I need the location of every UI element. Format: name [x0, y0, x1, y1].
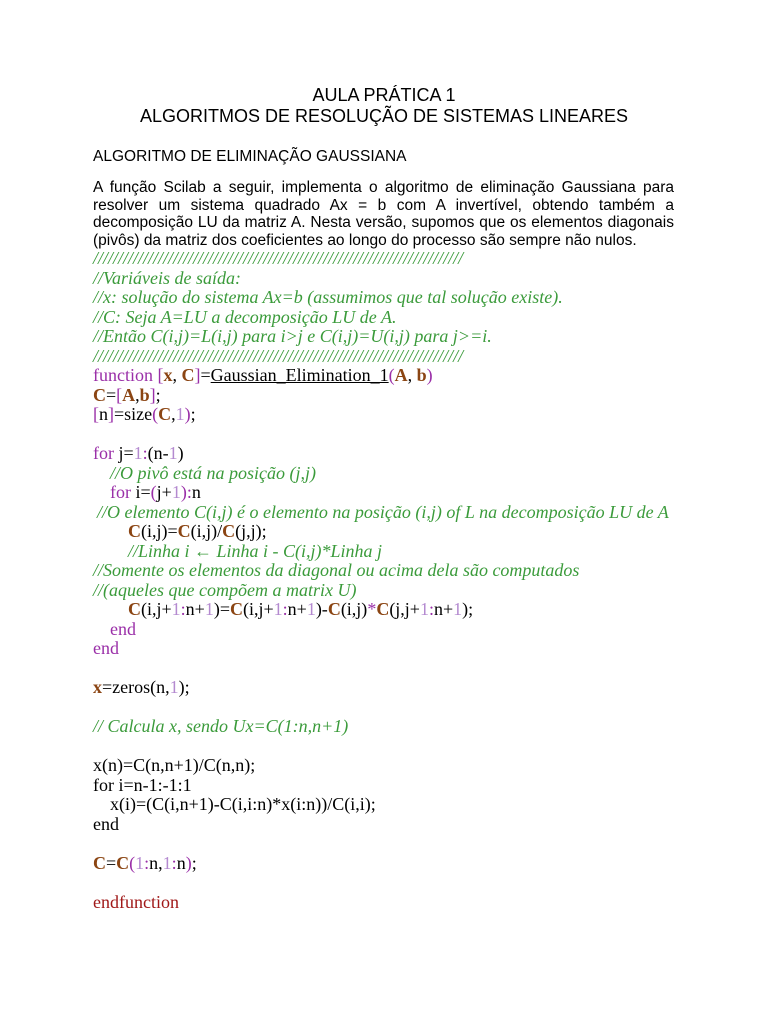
code-variable: b	[416, 365, 427, 385]
code-line	[93, 366, 733, 386]
code-text: (i,j+	[242, 599, 274, 619]
paragraph-line: resolver um sistema quadrado Ax = b com A invertível, obtendo também a	[93, 196, 674, 214]
code-text: (i,j)	[340, 599, 368, 619]
code-operator: :	[428, 599, 434, 619]
code-line	[93, 815, 733, 835]
code-text: );	[462, 599, 474, 619]
code-text: j=	[118, 443, 134, 463]
code-comment: //////////////////////////////////////////////////////////////////////////	[93, 345, 464, 366]
code-operator: :	[171, 852, 177, 873]
code-line	[93, 600, 733, 620]
code-operator: [	[157, 365, 164, 385]
code-line	[93, 542, 733, 562]
code-operator: (	[388, 365, 395, 385]
code-variable: C	[93, 852, 106, 873]
code-line	[93, 756, 733, 776]
code-operator: )	[180, 482, 187, 502]
code-comment: //x: solução do sistema Ax=b (assumimos que tal solução existe).	[93, 287, 563, 307]
code-text: =size	[114, 404, 153, 424]
code-text: );	[178, 677, 190, 697]
code-line	[93, 717, 733, 737]
title-line-2: ALGORITMOS DE RESOLUÇÃO DE SISTEMAS LINEARES	[139, 106, 629, 126]
code-variable: C	[181, 365, 195, 385]
code-text: j+	[156, 482, 172, 502]
code-text: ;	[155, 384, 161, 405]
code-comment: // Calcula x, sendo Ux=C(1:n,n+1)	[93, 716, 349, 736]
section-heading: ALGORITMO DE ELIMINAÇÃO GAUSSIANA	[93, 148, 407, 165]
code-number: 1	[135, 852, 145, 873]
code-text: (i,j)=	[141, 521, 178, 541]
code-line	[93, 639, 733, 659]
code-variable: C	[116, 852, 130, 873]
code-text: =zeros(n,	[102, 677, 170, 697]
code-operator: ]	[108, 404, 114, 424]
code-operator: )	[184, 404, 191, 424]
code-line	[93, 776, 733, 796]
code-function-name: Gaussian_Elimination_1	[210, 365, 389, 385]
code-comment: //O pivô está na posição (j,j)	[110, 462, 316, 483]
code-line	[93, 620, 733, 640]
code-line	[93, 386, 733, 406]
code-keyword: end	[110, 618, 136, 639]
code-text: )-	[315, 599, 328, 619]
code-text: n	[176, 852, 186, 873]
code-text: x(n)=C(n,n+1)/C(n,n);	[93, 755, 256, 775]
code-operator: (	[150, 482, 157, 502]
code-text: for i=n-1:-1:1	[93, 774, 192, 795]
code-comment: //O elemento C(i,j) é o elemento na posição (i,j) of L na decomposição LU de A	[97, 501, 669, 522]
code-line	[93, 678, 733, 698]
code-line	[93, 561, 733, 581]
code-text: n+	[287, 599, 307, 619]
code-operator: [	[116, 384, 123, 405]
code-variable: C	[158, 404, 172, 424]
intro-paragraph	[93, 179, 674, 249]
code-variable: C	[327, 599, 341, 619]
blank-line	[93, 834, 733, 854]
code-number: 1	[175, 404, 185, 424]
code-text: )=	[213, 599, 230, 619]
code-number: 1	[453, 599, 463, 619]
blank-line	[93, 659, 733, 679]
code-text: ;	[191, 852, 197, 873]
code-number: 1	[169, 677, 179, 697]
code-comment: //C: Seja A=LU a decomposição LU de A.	[93, 306, 397, 327]
code-text: =	[106, 852, 117, 873]
code-text: x(i)=(C(i,n+1)-C(i,i:n)*x(i:n))/C(i,i);	[110, 794, 376, 814]
code-text: ,	[407, 365, 417, 385]
code-keyword: for	[110, 482, 136, 502]
code-text: n	[191, 482, 201, 502]
code-number: 1	[306, 599, 316, 619]
code-line	[93, 893, 733, 913]
page-title	[0, 85, 768, 127]
code-text: ,	[172, 365, 182, 385]
code-line	[93, 522, 733, 542]
code-variable: C	[222, 521, 236, 541]
code-operator: *	[367, 599, 377, 619]
code-variable: C	[376, 599, 390, 619]
code-variable: C	[128, 521, 141, 541]
code-text: =	[200, 365, 211, 385]
code-variable: A	[122, 384, 136, 405]
blank-line	[93, 873, 733, 893]
code-keyword: for	[93, 443, 119, 463]
code-line	[93, 444, 733, 464]
code-number: 1	[171, 482, 181, 502]
code-operator: (	[129, 852, 136, 873]
code-text: n+	[185, 599, 205, 619]
paragraph-line: decomposição LU da matriz A. Nesta versão, supomos que os elementos diagonais	[93, 214, 674, 231]
paragraph-line: A função Scilab a seguir, implementa o algoritmo de eliminação Gaussiana para	[93, 179, 674, 196]
code-variable: x	[163, 365, 173, 385]
blank-line	[93, 425, 733, 445]
code-line	[93, 483, 733, 503]
code-line	[93, 405, 733, 425]
code-text: n	[99, 404, 108, 424]
code-text: (n-	[147, 443, 169, 463]
code-line	[93, 581, 733, 601]
code-number: 1	[162, 852, 172, 873]
code-line	[93, 269, 733, 289]
code-number: 1	[133, 443, 143, 463]
code-operator: )	[426, 365, 433, 385]
code-endfunction-keyword: endfunction	[93, 891, 179, 912]
code-text: (i,j)/	[190, 521, 223, 541]
code-text: i=	[135, 482, 151, 502]
code-operator: :	[144, 852, 150, 873]
title-line-1: AULA PRÁTICA 1	[312, 85, 456, 105]
code-text: ;	[190, 404, 196, 424]
code-operator: ]	[194, 365, 201, 385]
code-text: ,	[135, 384, 140, 405]
code-variable: C	[177, 521, 191, 541]
code-operator: :	[186, 482, 192, 502]
code-comment: //Linha i ← Linha i - C(i,j)*Linha j	[128, 540, 383, 561]
code-text: ,	[171, 404, 176, 424]
code-number: 1	[273, 599, 283, 619]
code-line	[93, 308, 733, 328]
code-variable: C	[93, 384, 106, 405]
code-line	[93, 327, 733, 347]
code-comment: //Somente os elementos da diagonal ou acima dela são computados	[93, 560, 580, 580]
code-operator: :	[142, 443, 148, 463]
code-line	[93, 854, 733, 874]
code-line	[93, 795, 733, 815]
code-variable: A	[394, 365, 408, 385]
code-keyword: end	[93, 638, 119, 658]
code-operator: [	[93, 404, 99, 424]
code-operator: )	[185, 852, 192, 873]
code-comment: //(aqueles que compõem a matrix U)	[93, 579, 357, 600]
code-comment: //Variáveis de saída:	[93, 267, 241, 288]
code-text: (j,j+	[389, 599, 420, 619]
code-operator: (	[152, 404, 159, 424]
code-text: =	[106, 384, 117, 405]
code-text: n,	[149, 852, 163, 873]
code-variable: x	[93, 677, 102, 697]
code-line	[93, 249, 733, 269]
paragraph-line: (pivôs) da matriz dos coeficientes ao longo do processo são sempre não nulos.	[93, 231, 637, 249]
code-comment: //////////////////////////////////////////////////////////////////////////	[93, 248, 464, 268]
code-text: n+	[433, 599, 454, 619]
blank-line	[93, 698, 733, 718]
code-variable: C	[128, 599, 141, 619]
code-comment: //Então C(i,j)=L(i,j) para i>j e C(i,j)=U(i,j) para j>=i.	[93, 326, 492, 346]
code-operator: :	[180, 599, 186, 619]
code-number: 1	[168, 443, 178, 463]
code-line	[93, 464, 733, 484]
code-text: (j,j);	[235, 521, 267, 541]
code-operator: :	[282, 599, 288, 619]
code-variable: C	[229, 599, 243, 619]
code-operator: ]	[149, 384, 156, 405]
code-line	[93, 347, 733, 367]
code-number: 1	[204, 599, 214, 619]
blank-line	[93, 737, 733, 757]
code-variable: b	[139, 384, 150, 405]
code-text: (i,j+	[141, 599, 172, 619]
code-line	[93, 503, 733, 523]
code-text: end	[93, 813, 119, 834]
code-line	[93, 288, 733, 308]
code-block	[93, 249, 733, 912]
code-keyword: function	[93, 365, 158, 385]
code-number: 1	[419, 599, 429, 619]
code-number: 1	[171, 599, 181, 619]
code-text: )	[177, 443, 184, 463]
